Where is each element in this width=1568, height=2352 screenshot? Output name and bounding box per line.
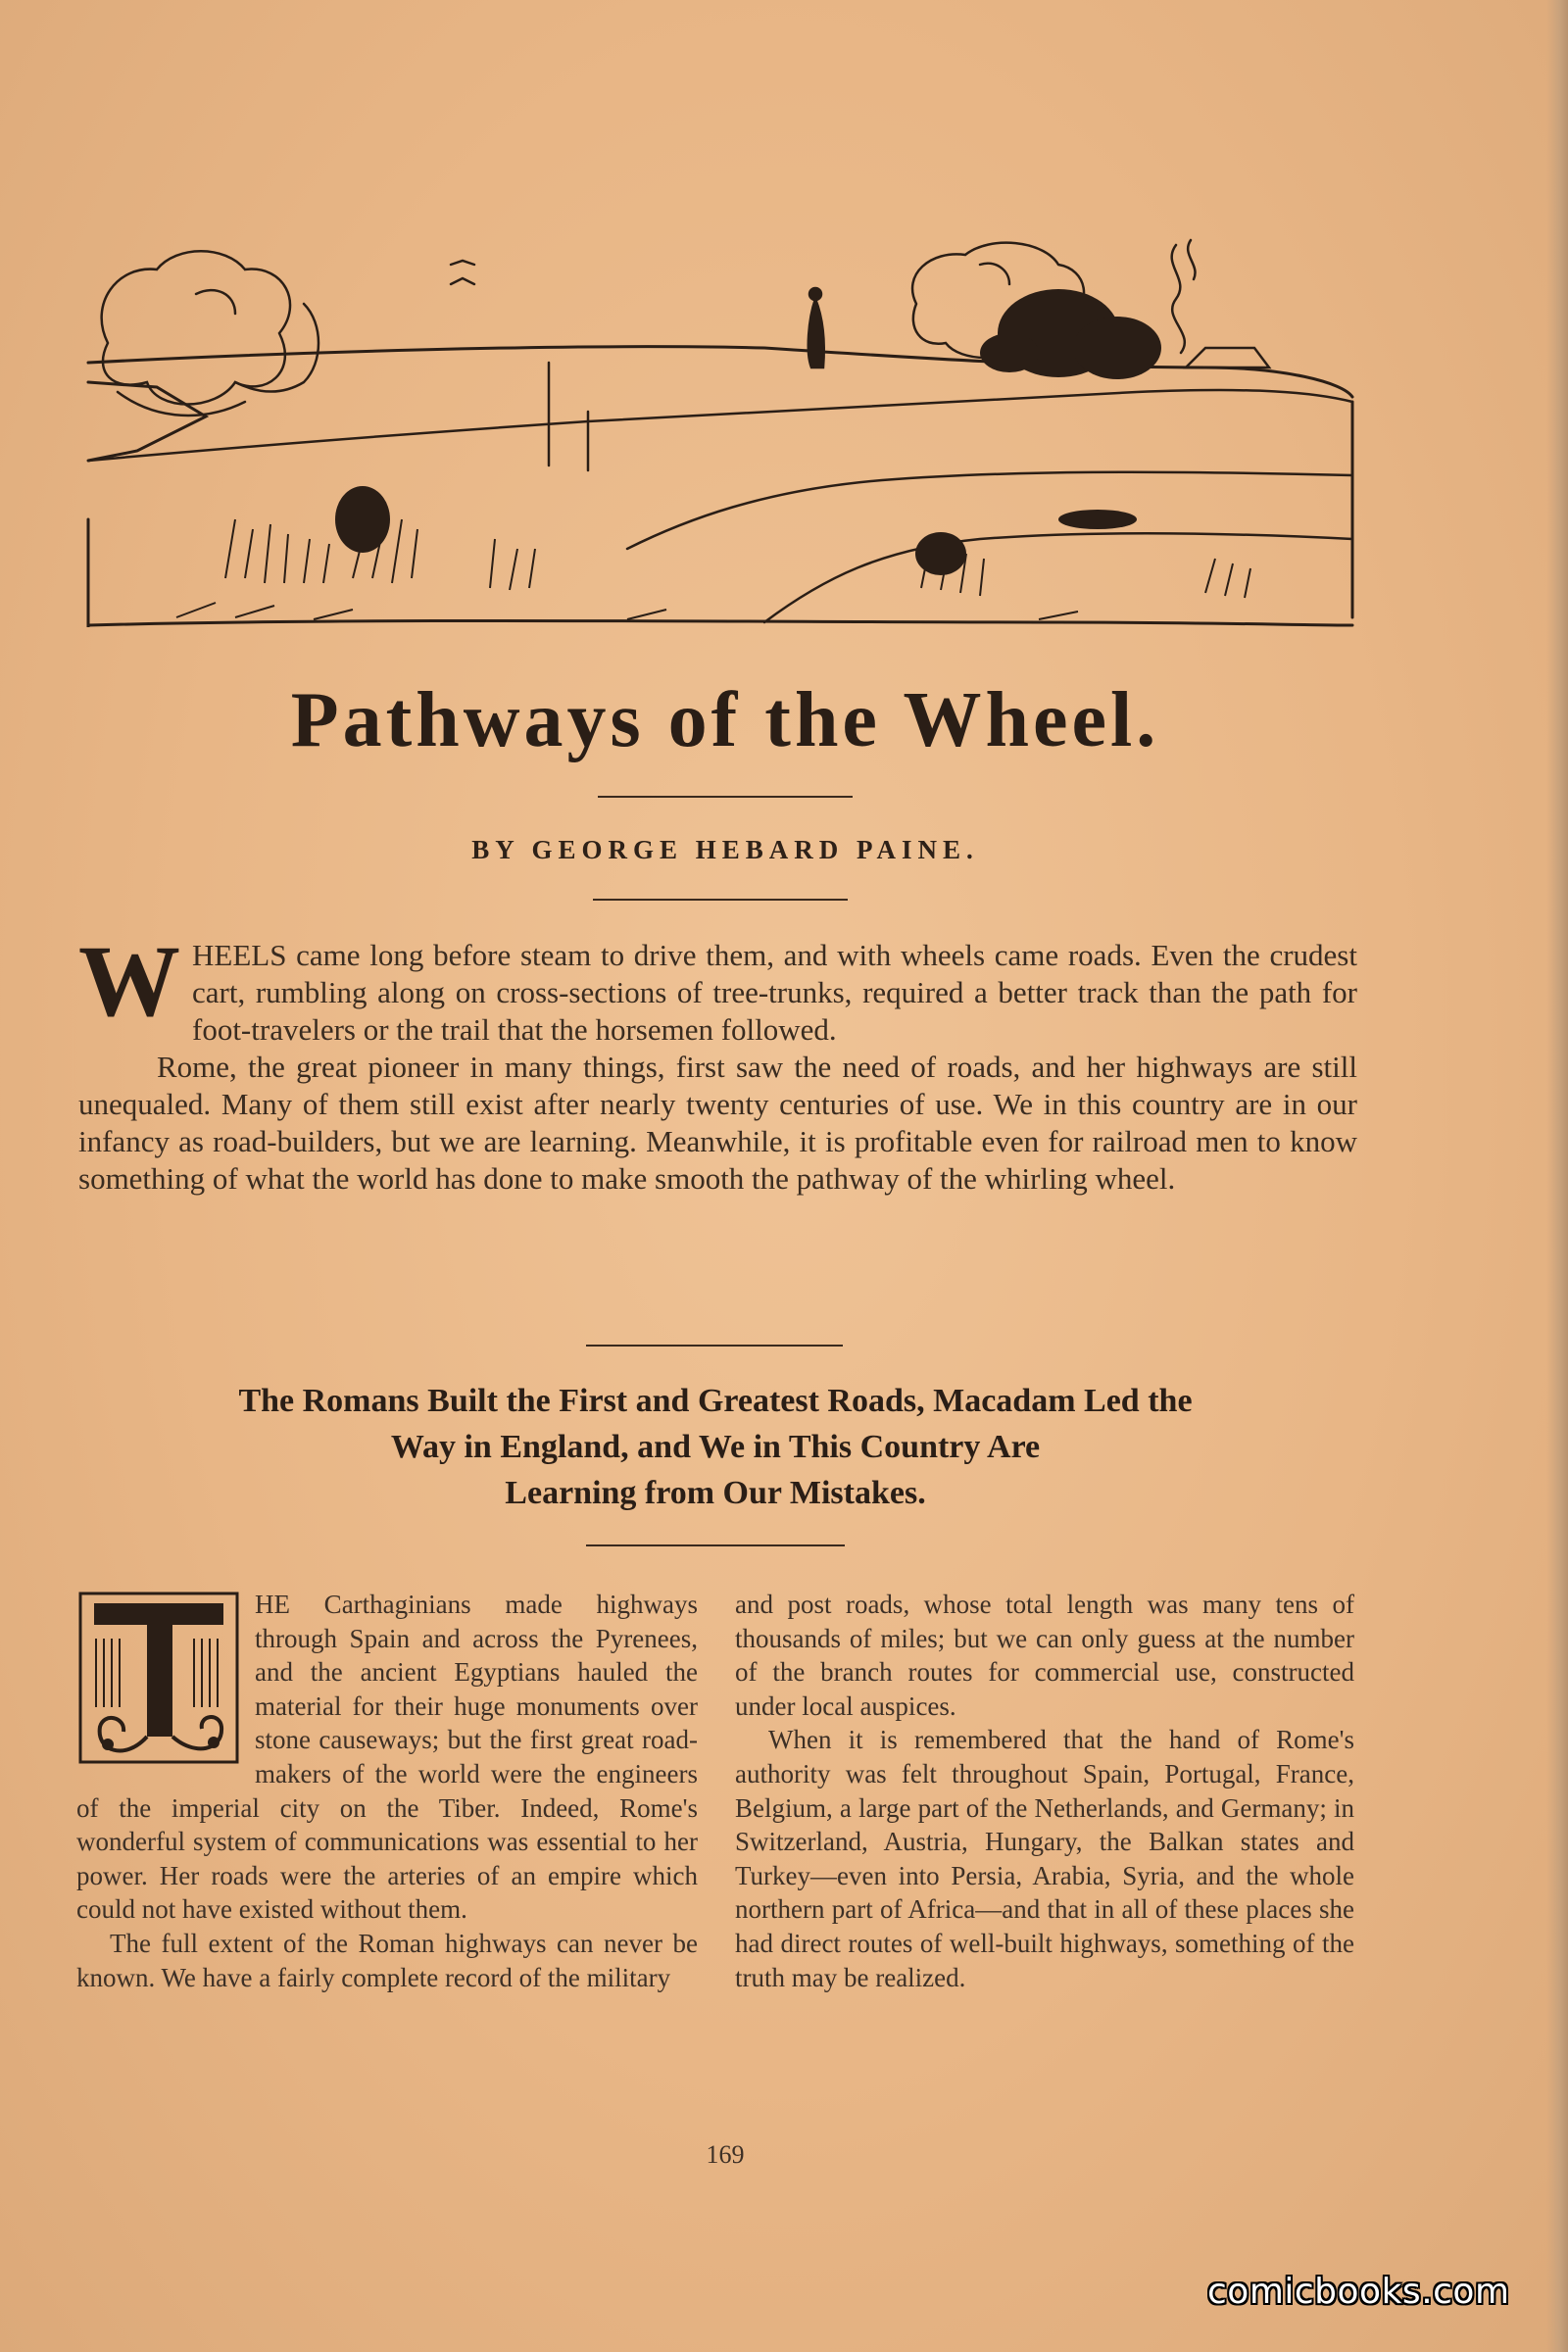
left-column [76,1588,698,1994]
subhead-line-3: Learning from Our Mistakes. [505,1475,926,1511]
article-title: Pathways of the Wheel. [290,677,1160,763]
ornamental-t-icon [76,1590,241,1766]
page-edge-shadow [1546,0,1568,2352]
lead-divider [586,1345,843,1347]
lead-section [78,925,1357,1198]
lead-paragraph-2: Rome, the great pioneer in many things, first saw the need of roads, and her highways are still unequaled. Many of them still exist after nearly twenty centuries of use. We in this country are in our infancy as road-builders, but we are learning. Meanwhile, it is profitable even for railroad men to know something of what the world has done to make smooth the pathway of the whirling wheel. [78,1050,1357,1196]
byline-divider [593,899,848,901]
lead-paragraph-1 [78,925,1357,1049]
right-column-paragraph-2: When it is remembered that the hand of Rome's authority was felt throughout Spain, Portugal, France, Belgium, a large part of the Netherlands, and Germany; in Switzerland, Austria, Hungary, the Balkan states and Turkey—even into Persia, Arabia, Syria, and the whole northern part of Africa—and that in all of these places she had direct routes of well-built highways, something of the truth may be realized. [735,1725,1354,1992]
left-column-paragraph-1 [76,1588,698,1927]
left-column-paragraph-1-text: HE Carthaginians made highways through Spain and across the Pyrenees, and the ancient Egyptians hauled the material for their huge monuments over stone causeways; but the first great road-makers of the world were the engineers of the imperial city on the Tiber. Indeed, Rome's wonderful system of communications was essential to her power. Her roads were the arteries of an empire which could not have existed without them. [76,1590,698,1925]
article-byline: BY GEORGE HEBARD PAINE. [471,835,979,864]
title-divider [598,796,853,798]
lead-paragraph-1-text: HEELS came long before steam to drive them, and with wheels came roads. Even the crudest cart, rumbling along on cross-sections of tree-trunks, required a better track than the path for foot-travelers or the trail that the horsemen followed. [192,938,1357,1047]
site-watermark: comicbooks.com [1207,2272,1510,2312]
subhead-line-1: The Romans Built the First and Greatest Roads, Macadam Led the [238,1383,1193,1419]
page-number: 169 [706,2140,745,2169]
right-column-paragraph-1: and post roads, whose total length was many tens of thousands of miles; but we can only guess at the number of the branch routes for commercial use, constructed under local auspices. [735,1590,1354,1721]
landscape-illustration [78,225,1362,627]
subhead-divider [586,1544,845,1546]
ornamental-drop-cap-t [76,1590,241,1766]
drop-cap-w: W [78,925,180,1038]
left-column-paragraph-2: The full extent of the Roman highways can never be known. We have a fairly complete record of the military [76,1928,698,1992]
subhead-line-2: Way in England, and We in This Country Are [390,1429,1041,1465]
right-column [735,1588,1354,1994]
section-subhead [69,1378,1362,1516]
